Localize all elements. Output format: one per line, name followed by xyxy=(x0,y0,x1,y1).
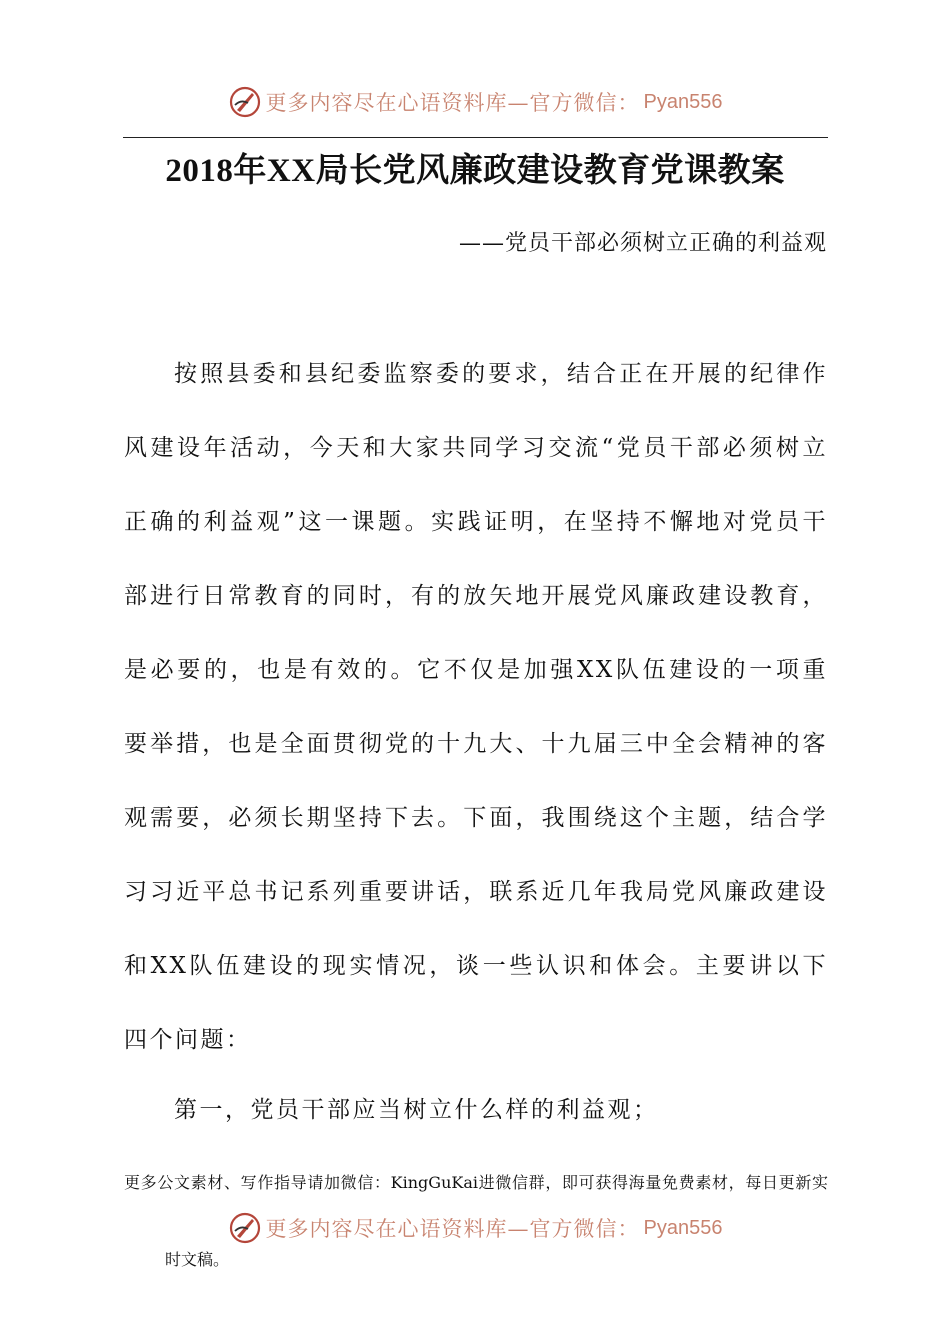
paragraph-line: 要举措，也是全面贯彻党的十九大、十九届三中全会精神的客 xyxy=(124,731,828,757)
watermark-wechat-id: Pyan556 xyxy=(643,90,723,113)
watermark-header xyxy=(0,80,950,124)
watermark-wechat-id: Pyan556 xyxy=(643,1216,723,1239)
paragraph-line: 第一，党员干部应当树立什么样的利益观； xyxy=(174,1097,659,1123)
paragraph-line: 观需要，必须长期坚持下去。下面，我围绕这个主题，结合学 xyxy=(124,805,828,831)
quill-logo-icon xyxy=(228,1211,262,1245)
paragraph-line: 和XX队伍建设的现实情况，谈一些认识和体会。主要讲以下 xyxy=(124,953,828,979)
header-rule xyxy=(123,137,828,138)
quill-logo-icon xyxy=(228,85,262,119)
footer-note: 更多公文素材、写作指导请加微信：KingGuKai进微信群，即可获得海量免费素材，每日更新实 xyxy=(124,1173,828,1192)
paragraph-line: 是必要的，也是有效的。它不仅是加强XX队伍建设的一项重 xyxy=(124,657,828,683)
footer-note-continued: 时文稿。 xyxy=(165,1250,230,1269)
watermark-text: 更多内容尽在心语资料库—官方微信： xyxy=(265,91,640,115)
document-title: 2018年XX局长党风廉政建设教育党课教案 xyxy=(165,153,785,189)
body-paragraph xyxy=(124,348,828,1088)
body-paragraph-point-one xyxy=(124,1084,828,1158)
paragraph-line: 正确的利益观”这一课题。实践证明，在坚持不懈地对党员干 xyxy=(124,509,828,535)
paragraph-line: 四个问题： xyxy=(124,1027,252,1053)
paragraph-line: 习习近平总书记系列重要讲话，联系近几年我局党风廉政建设 xyxy=(124,879,828,905)
paragraph-line: 按照县委和县纪委监察委的要求，结合正在开展的纪律作 xyxy=(174,361,828,387)
document-subtitle: ——党员干部必须树立正确的利益观 xyxy=(458,231,827,256)
watermark-text: 更多内容尽在心语资料库—官方微信： xyxy=(265,1217,640,1241)
watermark-footer xyxy=(0,1206,950,1250)
paragraph-line: 风建设年活动，今天和大家共同学习交流“党员干部必须树立 xyxy=(124,435,828,461)
paragraph-line: 部进行日常教育的同时，有的放矢地开展党风廉政建设教育， xyxy=(124,583,828,609)
